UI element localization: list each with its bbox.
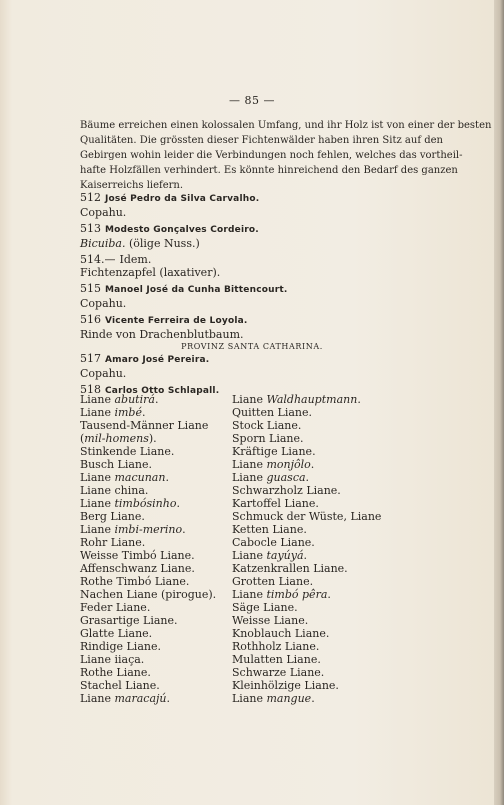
item-italic-name: guasca — [266, 471, 306, 484]
item-text: Weisse Liane. — [232, 614, 309, 627]
entry-number: 518 — [80, 383, 101, 396]
item-text: ( — [80, 432, 85, 445]
item-italic-name: mil-homens — [84, 432, 149, 445]
entry-516 — [80, 313, 460, 341]
item-text: Mulatten Liane. — [232, 653, 321, 666]
item-italic-name: abutirá — [114, 393, 155, 406]
entry-item-note: (ölige Nuss.) — [125, 237, 200, 250]
liane-list-item — [80, 614, 230, 627]
item-text: Grasartige Liane. — [80, 614, 178, 627]
liane-list-item — [80, 497, 230, 510]
exhibitor-list — [80, 191, 460, 344]
item-italic-name: imbé — [114, 406, 142, 419]
entry-item: Fichtenzapfel (laxativer). — [80, 266, 221, 279]
entry-item: Copahu. — [80, 297, 127, 310]
page-edge — [494, 0, 504, 805]
item-text: Busch Liane. — [80, 458, 153, 471]
liane-list-item — [232, 653, 402, 666]
liane-list-item — [80, 653, 230, 666]
intro-line: Qualitäten. Die grössten dieser Fichtenwälder haben ihren Sitz auf den — [80, 135, 443, 146]
item-text: Liane china. — [80, 484, 149, 497]
liane-list-item — [232, 523, 402, 536]
item-text: Feder Liane. — [80, 601, 151, 614]
intro-line: Gebirgen wohin leider die Verbindungen noch fehlen, welches das vortheil- — [80, 150, 463, 161]
item-text: Säge Liane. — [232, 601, 298, 614]
entry-514 — [80, 253, 460, 279]
item-text: Kräftige Liane. — [232, 445, 316, 458]
item-text: Weisse Timbó Liane. — [80, 549, 195, 562]
item-italic-name: Waldhauptmann — [266, 393, 358, 406]
liane-list-item — [232, 562, 402, 575]
item-text: Liane — [80, 393, 115, 406]
item-text: Katzenkrallen Liane. — [232, 562, 348, 575]
liane-list-item — [232, 627, 402, 640]
liane-list-item — [232, 588, 402, 601]
intro-line: Kaiserreichs liefern. — [80, 180, 184, 191]
item-punct: . — [165, 471, 169, 484]
exhibitor-name: Manoel José da Cunha Bittencourt. — [105, 285, 288, 295]
item-text: Liane — [232, 471, 267, 484]
item-text: Liane — [80, 523, 115, 536]
right-column — [232, 393, 402, 705]
intro-paragraph — [80, 118, 492, 193]
page-number: — 85 — — [229, 94, 275, 107]
item-text: Nachen Liane (pirogue). — [80, 588, 217, 601]
item-text: Glatte Liane. — [80, 627, 153, 640]
liane-list-item — [80, 679, 230, 692]
liane-list-item — [232, 666, 402, 679]
liane-list-item — [80, 510, 230, 523]
liane-list-item — [232, 393, 402, 406]
item-text: Sporn Liane. — [232, 432, 304, 445]
item-punct: . — [303, 549, 308, 562]
entry-512 — [80, 191, 460, 219]
item-text: Liane — [232, 549, 267, 562]
item-punct: . — [182, 523, 186, 536]
item-text: Grotten Liane. — [232, 575, 314, 588]
exhibitor-name: Vicente Ferreira de Loyola. — [105, 316, 248, 326]
item-punct: . — [327, 588, 331, 601]
item-text: Ketten Liane. — [232, 523, 307, 536]
liane-list-item — [232, 679, 402, 692]
item-text: Liane — [80, 406, 115, 419]
item-text: Liane — [80, 471, 115, 484]
entry-517 — [80, 352, 460, 380]
liane-list-item — [80, 640, 230, 653]
entry-number: 517 — [80, 352, 101, 365]
item-punct: . — [310, 458, 315, 471]
exhibitor-name: Modesto Gonçalves Cordeiro. — [105, 225, 259, 235]
liane-list-item — [232, 601, 402, 614]
liane-list-item — [232, 484, 402, 497]
item-text: Liane — [80, 692, 115, 705]
item-text: Kartoffel Liane. — [232, 497, 319, 510]
item-text: Kleinhölzige Liane. — [232, 679, 339, 692]
item-text: Rindige Liane. — [80, 640, 161, 653]
liane-list-item — [232, 536, 402, 549]
entry-number: 515 — [80, 282, 101, 295]
item-italic-name: maracajú — [114, 692, 167, 705]
liane-list-item — [232, 575, 402, 588]
entry-515 — [80, 282, 460, 310]
liane-list-item — [80, 562, 230, 575]
item-punct: . — [141, 406, 146, 419]
item-text: Knoblauch Liane. — [232, 627, 330, 640]
item-text: Quitten Liane. — [232, 406, 313, 419]
item-text: Rothe Liane. — [80, 666, 151, 679]
entry-number: 512 — [80, 191, 101, 204]
item-punct: . — [305, 471, 310, 484]
entry-item: Rinde von Drachenblutbaum. — [80, 328, 244, 341]
item-text: Cabocle Liane. — [232, 536, 315, 549]
item-text: Liane — [232, 588, 267, 601]
liane-list-item — [80, 484, 230, 497]
item-punct: . — [357, 393, 361, 406]
item-italic-name: imbi-merino — [114, 523, 183, 536]
item-italic-name: timbósinho — [114, 497, 177, 510]
item-text: Liane — [232, 692, 267, 705]
liane-list-item — [232, 445, 402, 458]
entry-item: Copahu. — [80, 367, 127, 380]
liane-list-item — [80, 627, 230, 640]
liane-list-item — [80, 588, 230, 601]
item-text: Berg Liane. — [80, 510, 145, 523]
intro-line: Bäume erreichen einen kolossalen Umfang, und ihr Holz ist von einer der besten — [80, 120, 492, 131]
liane-list-item — [80, 692, 230, 705]
liane-list-item — [80, 471, 230, 484]
item-text: Stinkende Liane. — [80, 445, 175, 458]
entry-number: 516 — [80, 313, 101, 326]
section-heading: PROVINZ SANTA CATHARINA. — [181, 342, 323, 351]
liane-list-item — [232, 549, 402, 562]
item-text: Tausend-Männer Liane — [80, 419, 209, 432]
liane-list-item — [232, 432, 402, 445]
liane-list-item — [232, 510, 402, 523]
liane-list-item — [232, 614, 402, 627]
item-text: Rothe Timbó Liane. — [80, 575, 190, 588]
item-text: Liane — [232, 458, 267, 471]
left-column — [80, 393, 230, 705]
item-text: Rothholz Liane. — [232, 640, 320, 653]
item-punct: . — [176, 497, 180, 510]
item-text: Affenschwanz Liane. — [80, 562, 195, 575]
liane-list-item — [80, 523, 230, 536]
item-punct: . — [166, 692, 171, 705]
exhibitor-name: Carlos Otto Schlapall. — [105, 386, 220, 396]
entry-item: Copahu. — [80, 206, 127, 219]
exhibitor-name: Amaro José Pereira. — [105, 355, 210, 365]
liane-list-item — [232, 406, 402, 419]
item-text: Schwarzholz Liane. — [232, 484, 341, 497]
item-text: Rohr Liane. — [80, 536, 146, 549]
exhibitor-name: Idem. — [119, 253, 152, 266]
liane-list-item — [80, 666, 230, 679]
item-text: Liane — [80, 497, 115, 510]
liane-list-item — [80, 445, 230, 458]
entry-item — [80, 237, 460, 250]
item-italic-name: timbó pêra — [266, 588, 328, 601]
liane-list-item — [80, 458, 230, 471]
liane-list-item — [232, 471, 402, 484]
liane-list-item — [80, 601, 230, 614]
item-punct: . — [154, 393, 159, 406]
item-punct: . — [311, 692, 315, 705]
entry-513 — [80, 222, 460, 250]
item-italic-name: monjôlo — [266, 458, 311, 471]
liane-list-item — [80, 575, 230, 588]
exhibitor-name: José Pedro da Silva Carvalho. — [105, 194, 260, 204]
item-italic-name: macunan — [114, 471, 166, 484]
liane-list-item — [80, 393, 230, 406]
liane-list-item — [232, 692, 402, 705]
liane-list-item — [80, 406, 230, 419]
item-italic-name: mangue — [266, 692, 312, 705]
item-punct: ). — [148, 432, 157, 445]
item-text: Stachel Liane. — [80, 679, 160, 692]
entry-item-italic: Bicuiba. — [80, 237, 126, 250]
intro-line: hafte Holzfällen verhindert. Es könnte hinreichend den Bedarf des ganzen — [80, 165, 458, 176]
liane-list-item — [232, 419, 402, 432]
item-text: Schmuck der Wüste, Liane — [232, 510, 382, 523]
liane-list-item — [232, 458, 402, 471]
item-italic-name: tayúyá — [266, 549, 304, 562]
liane-list-item — [80, 419, 230, 432]
item-text: Stock Liane. — [232, 419, 302, 432]
entry-number: 514.— — [80, 253, 116, 266]
liane-list-item — [80, 549, 230, 562]
liane-list-item — [80, 536, 230, 549]
item-text: Liane iiaça. — [80, 653, 145, 666]
liane-list-item — [80, 432, 230, 445]
item-text: Schwarze Liane. — [232, 666, 325, 679]
liane-list-item — [232, 497, 402, 510]
item-text: Liane — [232, 393, 267, 406]
entry-number: 513 — [80, 222, 101, 235]
liane-list-item — [232, 640, 402, 653]
